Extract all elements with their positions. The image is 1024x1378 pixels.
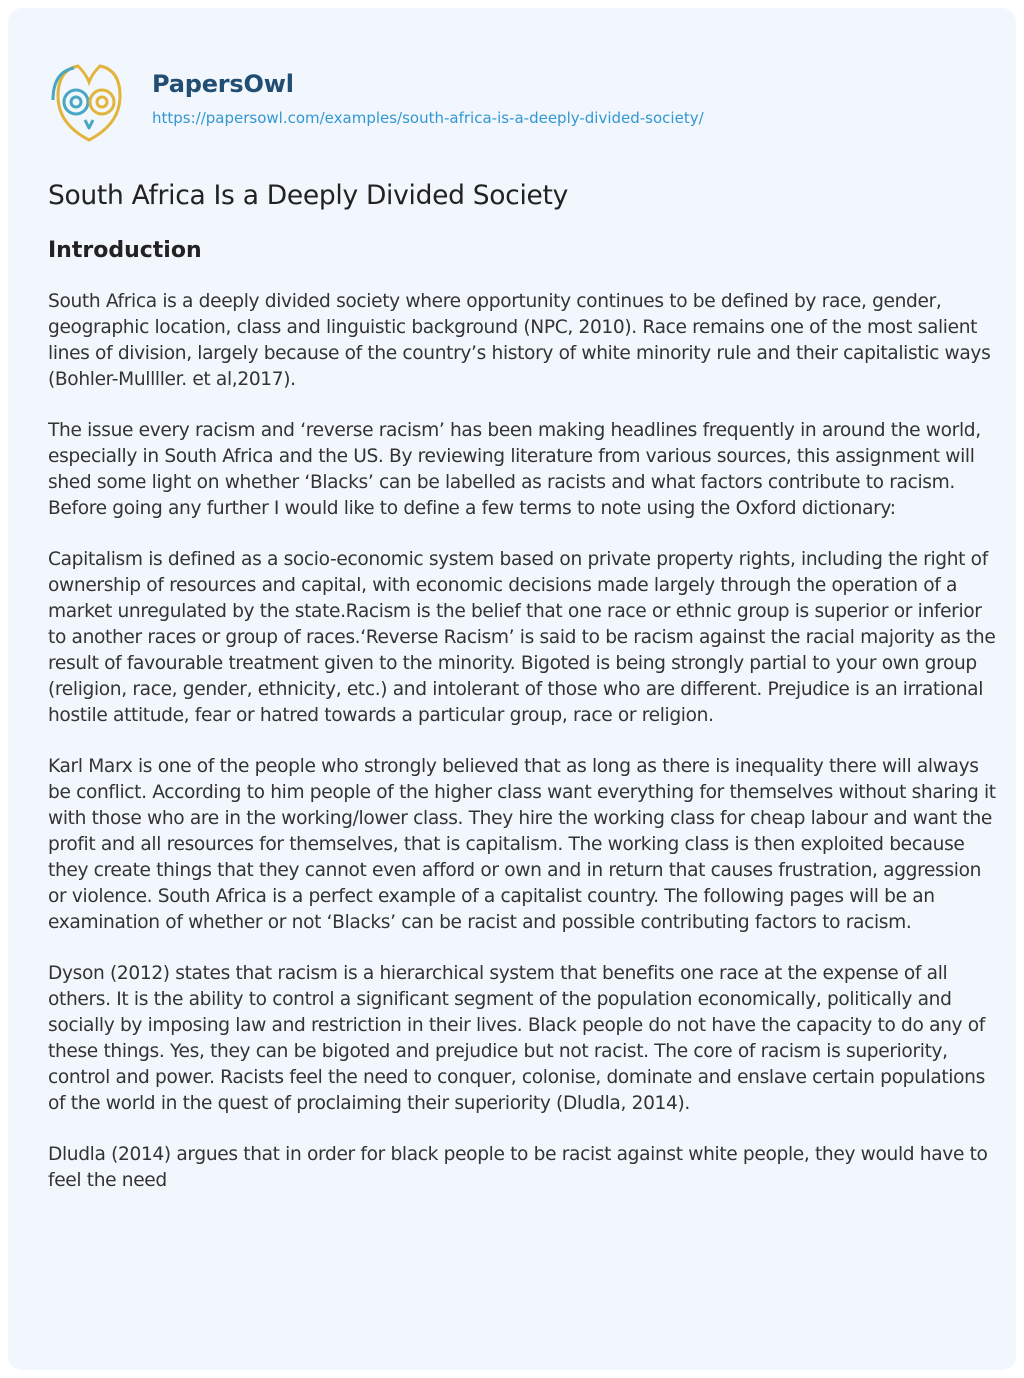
- article-body: [48, 289, 998, 1219]
- paragraph: Karl Marx is one of the people who strongly believed that as long as there is inequality there will always be conflict. According to him people of the higher class want everything for themselves without sharing it with those who are in the working/lower class. They hire the working class for cheap labour and want the profit and all resources for themselves, that is capitalism. The working class is then exploited because they create things that they cannot even afford or own and in return that causes frustration, aggression or violence. South Africa is a perfect example of a capitalist country. The following pages will be an examination of whether or not ‘Blacks’ can be racist and possible contributing factors to racism.: [48, 756, 996, 933]
- document-title: South Africa Is a Deeply Divided Society: [48, 180, 568, 211]
- owl-logo-icon: [50, 62, 128, 144]
- paragraph: South Africa is a deeply divided society where opportunity continues to be defined by race, gender, geographic location, class and linguistic background (NPC, 2010). Race remains one of the most salient lines of division, largely because of the country’s history of white minority rule and their capitalistic ways (Bohler-Mullller. et al,2017).: [48, 291, 991, 390]
- paragraph: Capitalism is defined as a socio-economic system based on private property rights, including the right of ownership of resources and capital, with economic decisions made largely through the operation of a market unregulated by the state.Racism is the belief that one race or ethnic group is superior or inferior to another races or group of races.‘Reverse Racism’ is said to be racism against the racial majority as the result of favourable treatment given to the minority. Bigoted is being strongly partial to your own group (religion, race, gender, ethnicity, etc.) and intolerant of those who are different. Prejudice is an irrational hostile attitude, fear or hatred towards a particular group, race or religion.: [48, 549, 996, 726]
- document-page: [8, 8, 1016, 1370]
- paragraph: The issue every racism and ‘reverse racism’ has been making headlines frequently in around the world, especially in South Africa and the US. By reviewing literature from various sources, this assignment will shed some light on whether ‘Blacks’ can be labelled as racists and what factors contribute to racism. Before going any further I would like to define a few terms to note using the Oxford dictionary:: [48, 420, 981, 519]
- brand-name[interactable]: PapersOwl: [152, 70, 294, 98]
- section-heading-introduction: Introduction: [48, 238, 202, 263]
- paragraph: Dyson (2012) states that racism is a hierarchical system that benefits one race at the expense of all others. It is the ability to control a significant segment of the population economically, politically and socially by imposing law and restriction in their lives. Black people do not have the capacity to do any of these things. Yes, they can be bigoted and prejudice but not racist. The core of racism is superiority, control and power. Racists feel the need to conquer, colonise, dominate and enslave certain populations of the world in the quest of proclaiming their superiority (Dludla, 2014).: [48, 963, 985, 1114]
- site-header: [50, 62, 704, 144]
- paragraph: Dludla (2014) argues that in order for black people to be racist against white people, they would have to feel the need: [48, 1144, 988, 1191]
- source-url-link[interactable]: https://papersowl.com/examples/south-africa-is-a-deeply-divided-society/: [152, 109, 704, 127]
- brand-block: [152, 62, 704, 128]
